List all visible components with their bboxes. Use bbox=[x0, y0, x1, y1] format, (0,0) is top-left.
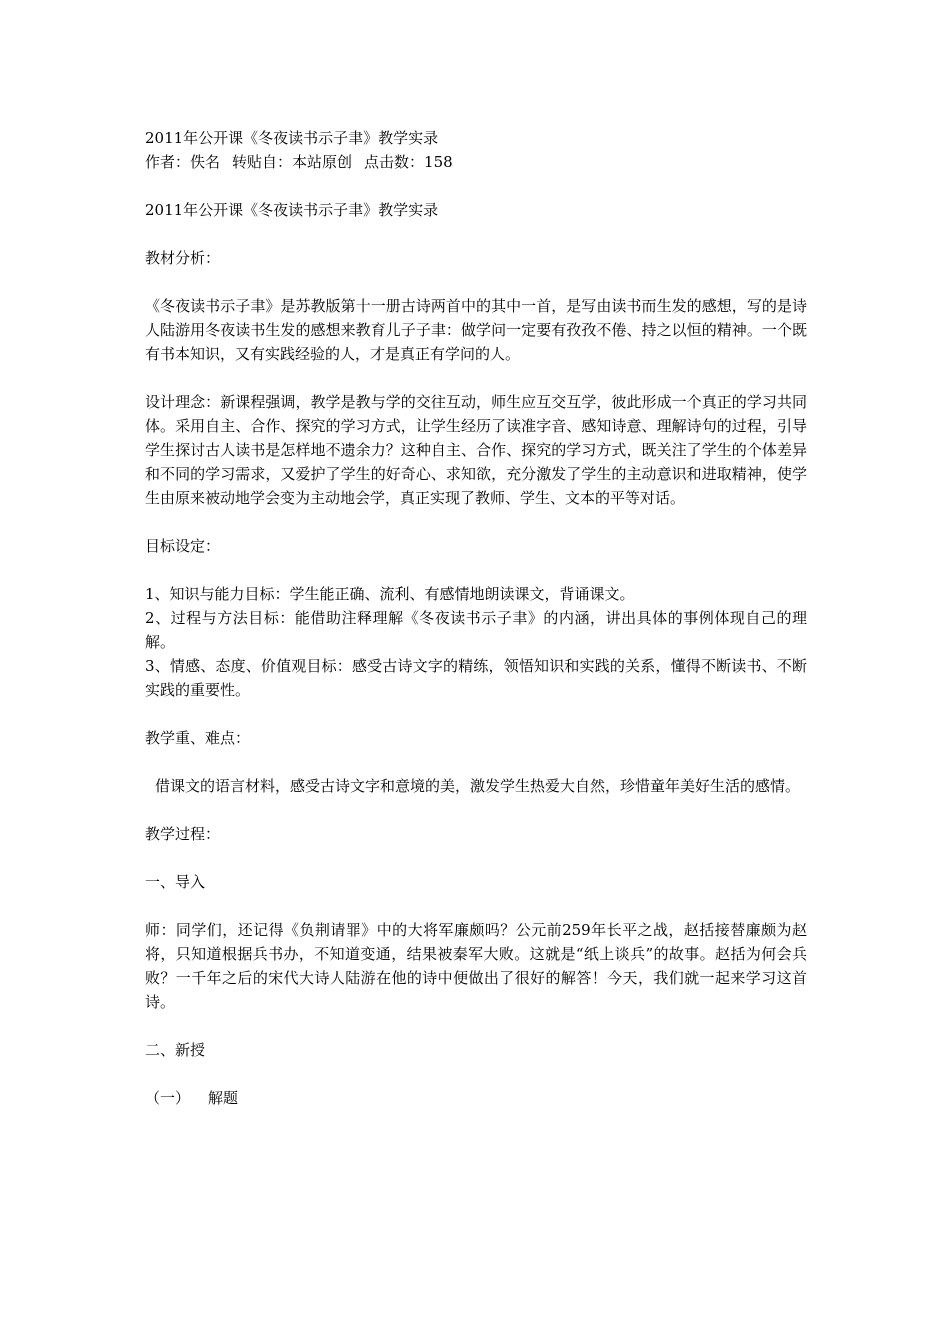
material-heading: 教材分析： bbox=[145, 249, 221, 267]
header-title: 2011年公开课《冬夜读书示子聿》教学实录 bbox=[145, 129, 439, 147]
material-paragraph: 《冬夜读书示子聿》是苏教版第十一册古诗两首中的其中一首，是写由读书而生发的感想，写的是诗人陆游用冬夜读书生发的感想来教育儿子子聿：做学问一定要有孜孜不倦、持之以恒的精神。一个既有书本知识，又有实践经验的人，才是真正有学问的人。 bbox=[145, 297, 807, 363]
goal-item: 1、知识与能力目标：学生能正确、流利、有感情地朗读课文，背诵课文。 bbox=[145, 585, 635, 603]
click-count: 点击数：158 bbox=[364, 153, 453, 171]
document-page bbox=[145, 126, 807, 1110]
document-title: 2011年公开课《冬夜读书示子聿》教学实录 bbox=[145, 201, 439, 219]
section-new-heading: 二、新授 bbox=[145, 1041, 206, 1059]
subsection-number: （一） bbox=[145, 1089, 191, 1107]
section-intro-heading: 一、导入 bbox=[145, 873, 206, 891]
intro-paragraph: 师：同学们，还记得《负荆请罪》中的大将军廉颇吗？公元前259年长平之战，赵括接替廉颇为赵将，只知道根据兵书办，不知道变通，结果被秦军大败。这就是“纸上谈兵”的故事。赵括为何会兵败？一千年之后的宋代大诗人陆游在他的诗中便做出了很好的解答！今天，我们就一起来学习这首诗。 bbox=[145, 921, 807, 1011]
design-paragraph: 设计理念：新课程强调，教学是教与学的交往互动，师生应互交互学，彼此形成一个真正的学习共同体。采用自主、合作、探究的学习方式，让学生经历了读准字音、感知诗意、理解诗句的过程，引导学生探讨古人读书是怎样地不遗余力？这种自主、合作、探究的学习方式，既关注了学生的个体差异和不同的学习需求，又爱护了学生的好奇心、求知欲，充分激发了学生的主动意识和进取精神，使学生由原来被动地学会变为主动地会学，真正实现了教师、学生、文本的平等对话。 bbox=[145, 393, 807, 507]
key-points-paragraph: 借课文的语言材料，感受古诗文字和意境的美，激发学生热爱大自然，珍惜童年美好生活的感情。 bbox=[155, 777, 801, 795]
subsection-label: 解题 bbox=[208, 1089, 239, 1107]
author-text: 作者：佚名 bbox=[145, 153, 221, 171]
key-points-heading: 教学重、难点： bbox=[145, 729, 251, 747]
goals-heading: 目标设定： bbox=[145, 537, 221, 555]
source-text: 转贴自：本站原创 bbox=[232, 153, 353, 171]
subsection-heading bbox=[145, 1086, 807, 1110]
process-heading: 教学过程： bbox=[145, 825, 221, 843]
goal-item: 3、情感、态度、价值观目标：感受古诗文字的精练，领悟知识和实践的关系，懂得不断读书、不断实践的重要性。 bbox=[145, 657, 807, 699]
header-meta bbox=[145, 150, 807, 174]
goal-item: 2、过程与方法目标：能借助注释理解《冬夜读书示子聿》的内涵，讲出具体的事例体现自己的理解。 bbox=[145, 609, 807, 651]
